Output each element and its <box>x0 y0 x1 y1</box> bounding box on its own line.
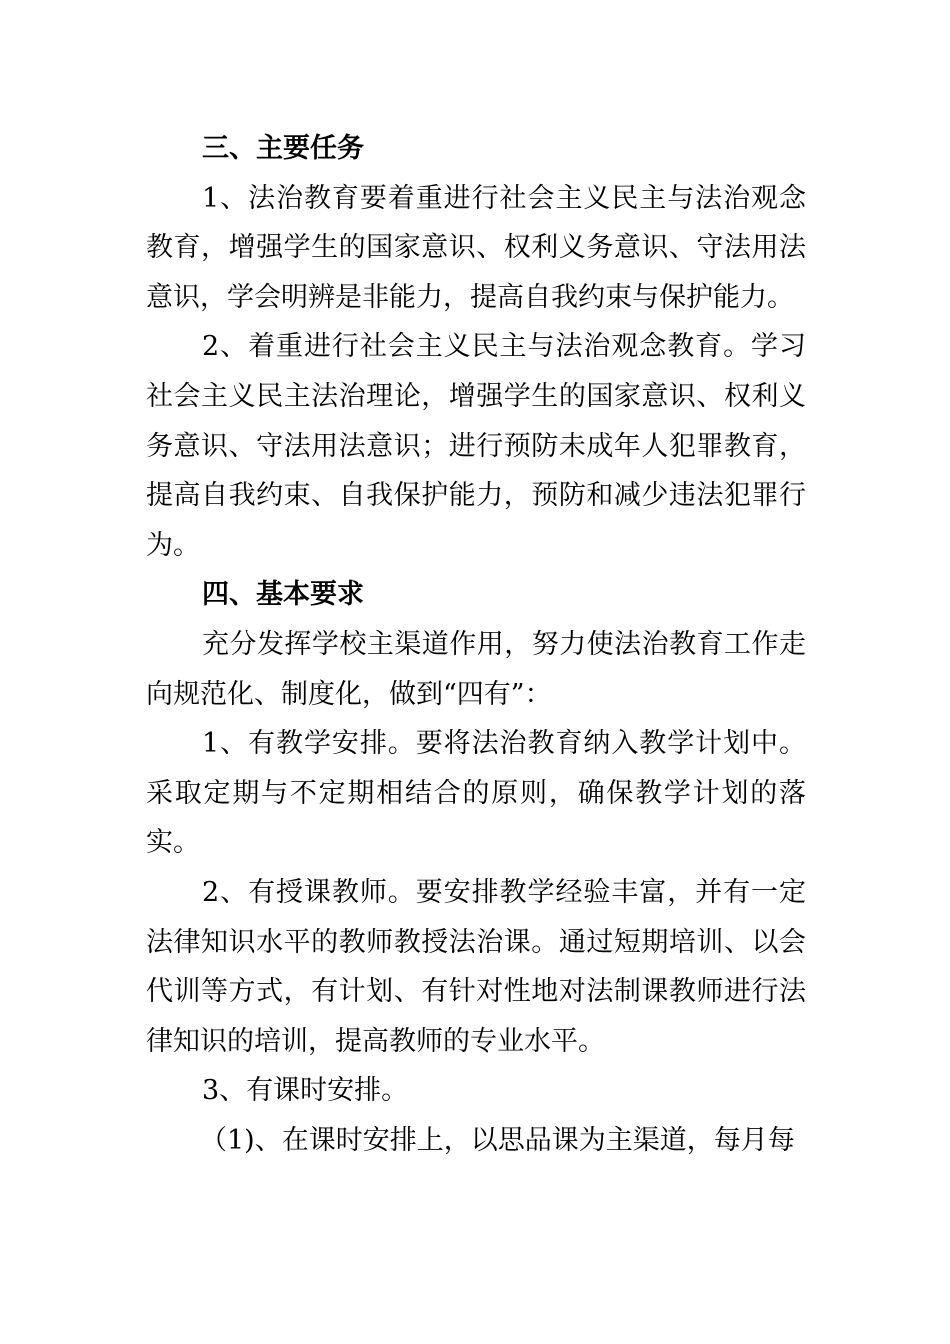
paragraph-requirement-1: 1、有教学安排。要将法治教育纳入教学计划中。采取定期与不定期相结合的原则，确保教学计划的落实。 <box>146 728 806 859</box>
paragraph-intro: 充分发挥学校主渠道作用，努力使法治教育工作走向规范化、制度化，做到“四有”： <box>146 628 806 710</box>
paragraph-requirement-3: 3、有课时安排。 <box>202 1075 409 1107</box>
section-heading-main-tasks: 三、主要任务 <box>202 133 364 164</box>
document-page <box>146 124 806 1165</box>
paragraph-task-1: 1、法治教育要着重进行社会主义民主与法治观念教育，增强学生的国家意识、权利义务意识、守法用法意识，学会明辨是非能力，提高自我约束与保护能力。 <box>146 182 806 313</box>
paragraph-task-2: 2、着重进行社会主义民主与法治观念教育。学习社会主义民主法治理论，增强学生的国家意识、权利义务意识、守法用法意识；进行预防未成年人犯罪教育，提高自我约束、自我保护能力，预防和减少违法犯罪行为。 <box>146 331 806 561</box>
paragraph-requirement-2: 2、有授课教师。要安排教学经验丰富，并有一定法律知识水平的教师教授法治课。通过短期培训、以会代训等方式，有计划、有针对性地对法制课教师进行法律知识的培训，提高教师的专业水平。 <box>146 876 806 1057</box>
section-heading-basic-requirements: 四、基本要求 <box>202 579 364 611</box>
paragraph-requirement-3-1: （1)、在课时安排上，以思品课为主渠道，每月每 <box>200 1124 795 1156</box>
